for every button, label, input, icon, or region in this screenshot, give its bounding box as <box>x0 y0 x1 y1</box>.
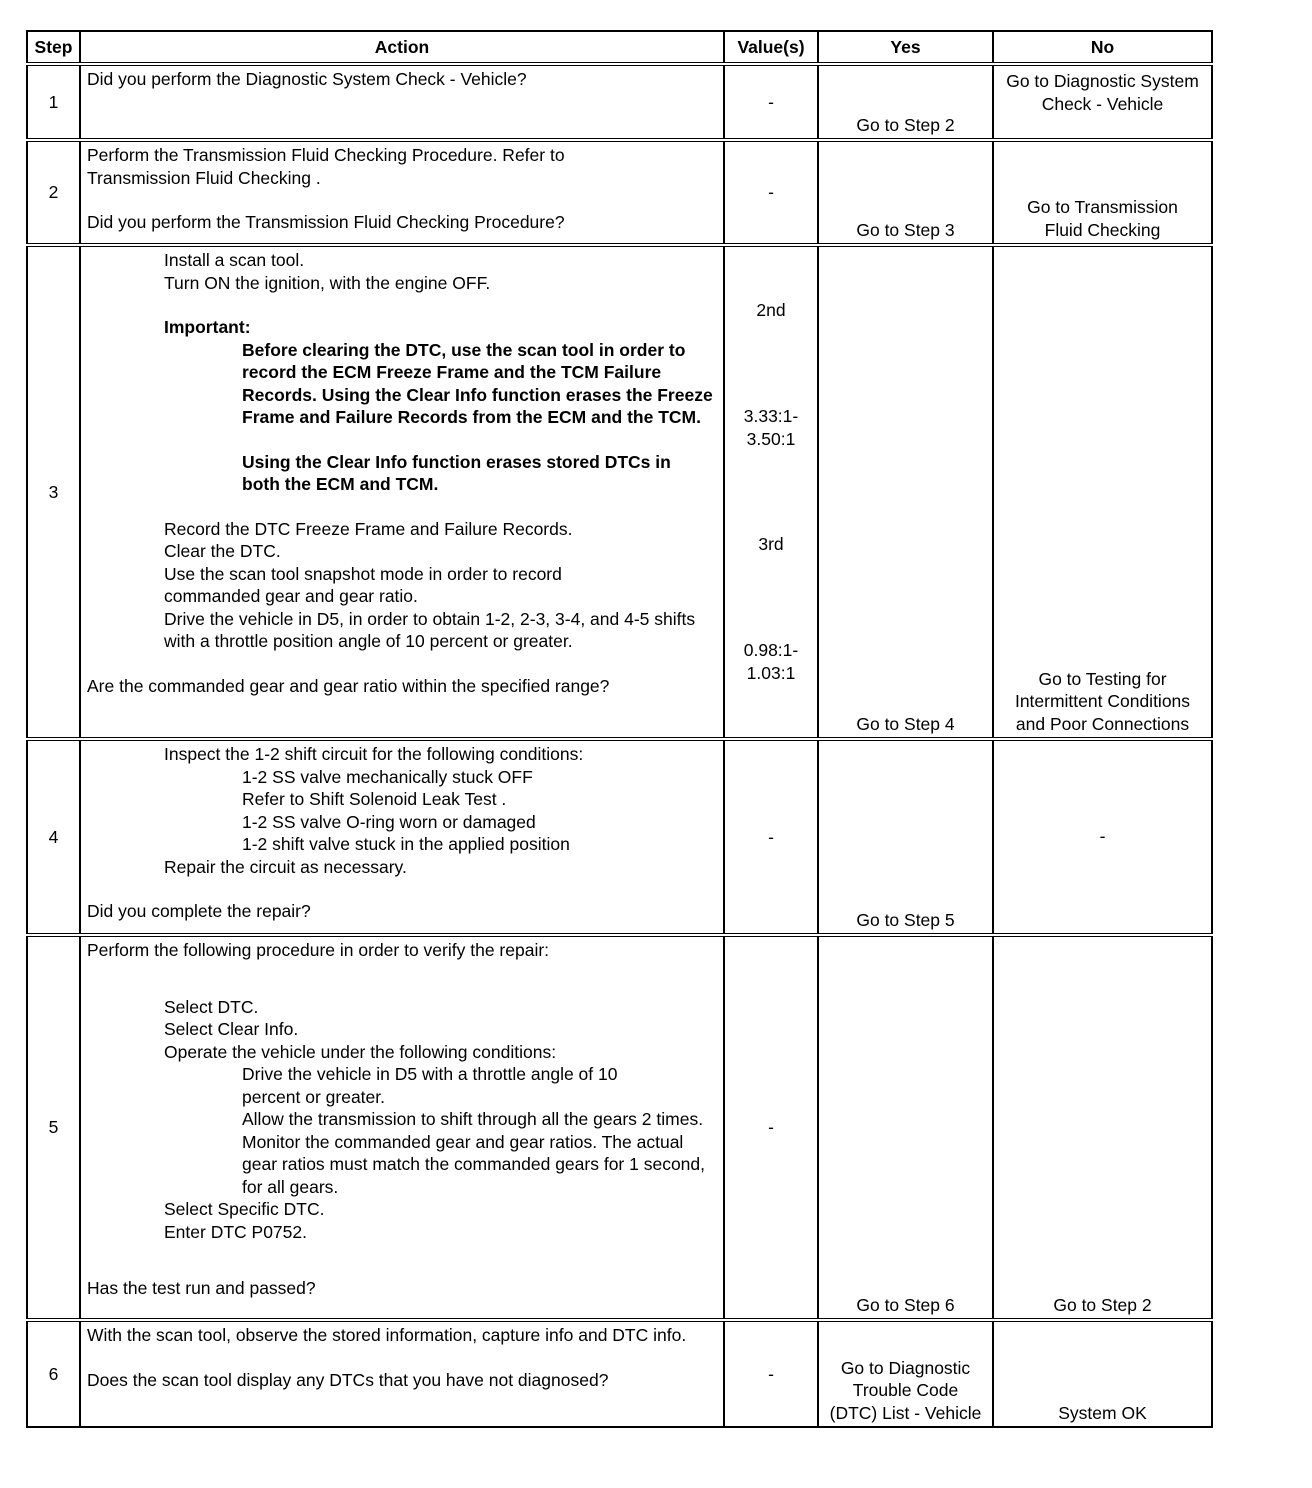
action-text: Install a scan tool. <box>164 250 305 270</box>
table-row <box>27 245 1212 739</box>
action-question: Did you perform the Transmission Fluid Checking Procedure? <box>87 212 565 232</box>
action-text: Monitor the commanded gear and gear ratios. The actual gear ratios must match the commanded gears for 1 second, for all gears. <box>242 1131 706 1197</box>
header-yes: Yes <box>818 31 993 64</box>
value-cell: - <box>724 935 818 1320</box>
value-cell: - <box>724 739 818 935</box>
value-cell: - <box>724 1320 818 1427</box>
header-step: Step <box>27 31 80 64</box>
header-values: Value(s) <box>724 31 818 64</box>
action-text: Inspect the 1-2 shift circuit for the following conditions: <box>164 744 584 764</box>
action-question: Are the commanded gear and gear ratio within the specified range? <box>87 675 610 696</box>
step-number: 6 <box>27 1320 80 1427</box>
table-row <box>27 140 1212 245</box>
table-row <box>27 1320 1212 1427</box>
action-question: Has the test run and passed? <box>87 1278 316 1298</box>
diagnostic-table <box>26 30 1213 1428</box>
action-cell <box>80 64 724 140</box>
header-row <box>27 31 1212 64</box>
action-text: Allow the transmission to shift through all the gears 2 times. <box>242 1109 704 1129</box>
no-cell: - <box>993 739 1212 935</box>
action-cell <box>80 140 724 245</box>
value-cell: - <box>724 64 818 140</box>
important-label: Important: <box>164 317 251 337</box>
header-action: Action <box>80 31 724 64</box>
action-text: Select Specific DTC. <box>164 1199 325 1219</box>
yes-cell: Go to Diagnostic Trouble Code (DTC) List - Vehicle <box>818 1320 993 1427</box>
action-text: Turn ON the ignition, with the engine OFF. <box>164 272 491 293</box>
action-question: Did you complete the repair? <box>87 901 311 921</box>
step-number: 4 <box>27 739 80 935</box>
value-text: 2nd <box>756 300 786 320</box>
yes-cell: Go to Step 6 <box>818 935 993 1320</box>
table-row <box>27 935 1212 1320</box>
action-cell <box>80 935 724 1320</box>
action-text: Refer to Shift Solenoid Leak Test . <box>242 789 507 809</box>
table-row <box>27 739 1212 935</box>
action-text: Did you perform the Diagnostic System Check - Vehicle? <box>87 69 527 89</box>
value-text: 0.98:1-1.03:1 <box>743 640 799 683</box>
action-text: Repair the circuit as necessary. <box>164 856 407 877</box>
no-cell: Go to Transmission Fluid Checking <box>993 140 1212 245</box>
step-number: 3 <box>27 245 80 739</box>
action-text: 1-2 shift valve stuck in the applied position <box>242 834 570 854</box>
yes-cell: Go to Step 2 <box>818 64 993 140</box>
value-cell: - <box>724 140 818 245</box>
no-cell: System OK <box>993 1320 1212 1427</box>
value-text: 3.33:1-3.50:1 <box>743 406 799 449</box>
yes-cell: Go to Step 5 <box>818 739 993 935</box>
action-question: Does the scan tool display any DTCs that you have not diagnosed? <box>87 1369 609 1390</box>
action-text: Use the scan tool snapshot mode in order to record commanded gear and gear ratio. <box>164 563 562 606</box>
action-text: Record the DTC Freeze Frame and Failure Records. <box>164 518 573 539</box>
action-text: 1-2 SS valve O-ring worn or damaged <box>242 811 536 832</box>
step-number: 1 <box>27 64 80 140</box>
step-number: 5 <box>27 935 80 1320</box>
action-text: Perform the following procedure in order to verify the repair: <box>87 940 550 960</box>
header-no: No <box>993 31 1212 64</box>
action-text: Select DTC. <box>164 996 259 1017</box>
action-text: 1-2 SS valve mechanically stuck OFF <box>242 766 533 787</box>
action-text: Drive the vehicle in D5 with a throttle angle of 10 percent or greater. <box>242 1064 618 1107</box>
action-text: Drive the vehicle in D5, in order to obtain 1-2, 2-3, 3-4, and 4-5 shifts with a throttle position angle of 10 percent or greater. <box>164 608 696 651</box>
action-text: Enter DTC P0752. <box>164 1221 307 1242</box>
action-text: Perform the Transmission Fluid Checking Procedure. Refer to Transmission Fluid Checking . <box>87 145 565 188</box>
value-text: 3rd <box>758 534 784 554</box>
no-cell: Go to Testing for Intermittent Conditions and Poor Connections <box>993 245 1212 739</box>
important-note: Using the Clear Info function erases stored DTCs in both the ECM and TCM. <box>242 451 671 494</box>
action-text: Operate the vehicle under the following conditions: <box>164 1041 557 1062</box>
action-cell <box>80 739 724 935</box>
action-text: With the scan tool, observe the stored information, capture info and DTC info. <box>87 1325 687 1345</box>
action-cell <box>80 245 724 739</box>
yes-cell: Go to Step 4 <box>818 245 993 739</box>
action-text: Clear the DTC. <box>164 541 281 561</box>
yes-cell: Go to Step 3 <box>818 140 993 245</box>
table-row <box>27 64 1212 140</box>
step-number: 2 <box>27 140 80 245</box>
value-cell <box>724 245 818 739</box>
action-cell <box>80 1320 724 1427</box>
important-note: Before clearing the DTC, use the scan tool in order to record the ECM Freeze Frame and the TCM Failure Records. Using the Clear Info function erases the Freeze Frame and Failure Records from the ECM and the TCM. <box>242 339 713 427</box>
no-cell: Go to Step 2 <box>993 935 1212 1320</box>
no-cell: Go to Diagnostic System Check - Vehicle <box>993 64 1212 140</box>
action-text: Select Clear Info. <box>164 1019 299 1039</box>
